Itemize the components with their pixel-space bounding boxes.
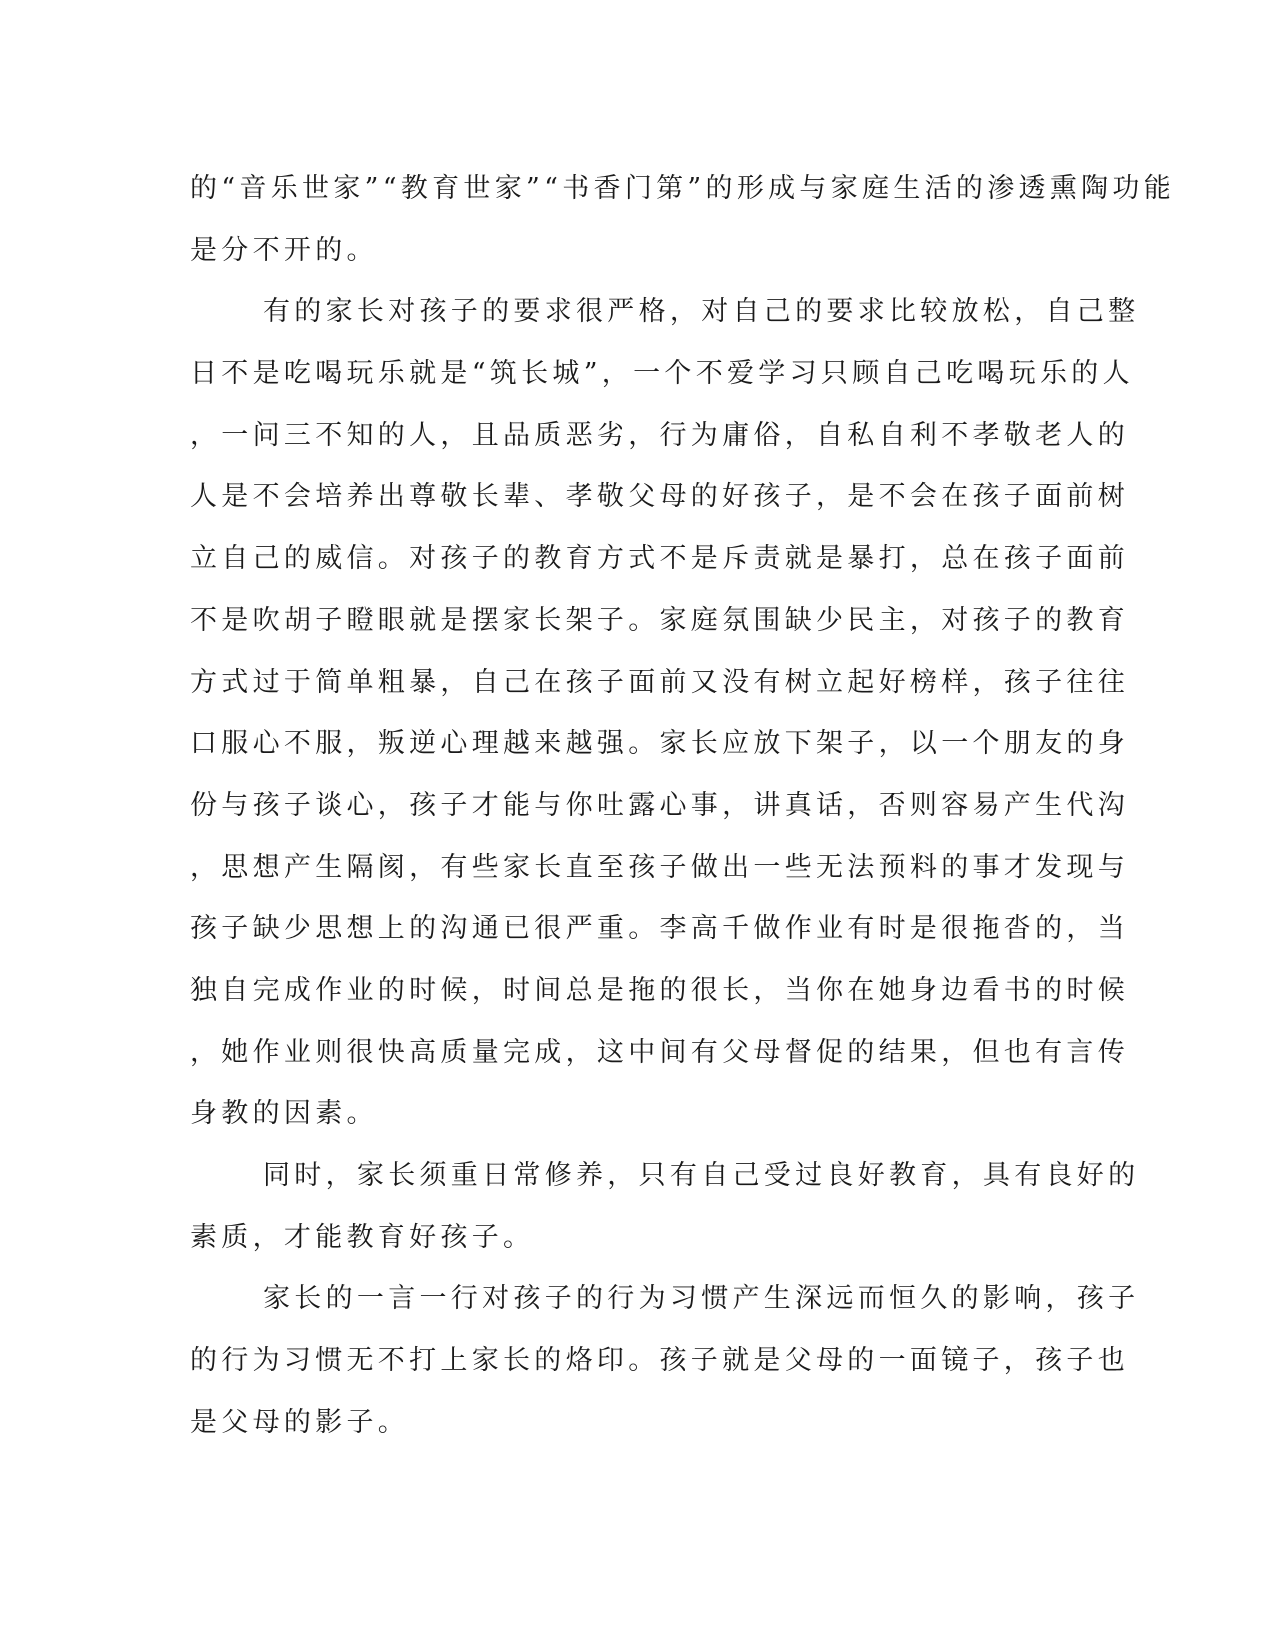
text-line: 是分不开的。: [190, 234, 378, 266]
body-text: [190, 158, 1176, 1453]
paragraph-start-line: 家长的一言一行对孩子的行为习惯产生深远而恒久的影响，孩子: [263, 1283, 1140, 1315]
text-line: ，一问三不知的人，且品质恶劣，行为庸俗，自私自利不孝敬老人的: [190, 419, 1129, 451]
text-line: 立自己的威信。对孩子的教育方式不是斥责就是暴打，总在孩子面前: [190, 543, 1129, 575]
text-line: 是父母的影子。: [190, 1406, 410, 1438]
text-line: 孩子缺少思想上的沟通已很严重。李高千做作业有时是很拖沓的，当: [190, 913, 1129, 945]
text-line: ，思想产生隔阂，有些家长直至孩子做出一些无法预料的事才发现与: [190, 851, 1129, 883]
text-line: 素质，才能教育好孩子。: [190, 1221, 535, 1253]
text-line: 日不是吃喝玩乐就是“筑长城”，一个不爱学习只顾自己吃喝玩乐的人: [190, 358, 1134, 390]
text-line: 份与孩子谈心，孩子才能与你吐露心事，讲真话，否则容易产生代沟: [190, 789, 1129, 821]
text-line: 人是不会培养出尊敬长辈、孝敬父母的好孩子，是不会在孩子面前树: [190, 481, 1129, 513]
text-line: 独自完成作业的时候，时间总是拖的很长，当你在她身边看书的时候: [190, 974, 1129, 1006]
text-line: 不是吹胡子瞪眼就是摆家长架子。家庭氛围缺少民主，对孩子的教育: [190, 604, 1129, 636]
text-line: 身教的因素。: [190, 1098, 378, 1130]
text-line: 方式过于简单粗暴，自己在孩子面前又没有树立起好榜样，孩子往往: [190, 666, 1129, 698]
text-line: 口服心不服，叛逆心理越来越强。家长应放下架子，以一个朋友的身: [190, 728, 1129, 760]
text-line: 的“音乐世家”“教育世家”“书香门第”的形成与家庭生活的渗透熏陶功能: [190, 173, 1176, 204]
text-line: 的行为习惯无不打上家长的烙印。孩子就是父母的一面镜子，孩子也: [190, 1345, 1129, 1377]
paragraph-start-line: 有的家长对孩子的要求很严格，对自己的要求比较放松，自己整: [263, 296, 1140, 328]
paragraph-start-line: 同时，家长须重日常修养，只有自己受过良好教育，具有良好的: [263, 1160, 1140, 1191]
text-line: ，她作业则很快高质量完成，这中间有父母督促的结果，但也有言传: [190, 1036, 1129, 1068]
